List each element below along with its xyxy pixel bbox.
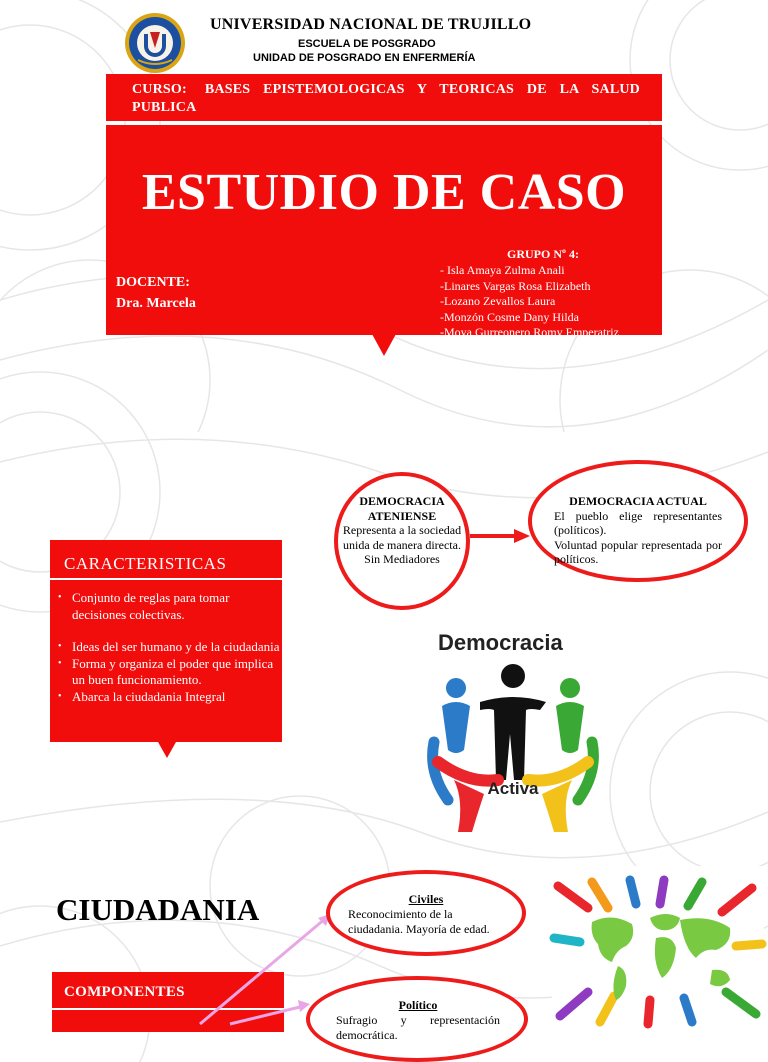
list-item: • Ideas del ser humano y de la ciudadania — [58, 639, 280, 656]
list-item: • Forma y organiza el poder que implica un buen funcionamiento. — [58, 656, 280, 689]
member-item: - Isla Amaya Zulma Anali — [440, 263, 565, 277]
world-hands-illustration — [552, 878, 764, 1024]
current-title: DEMOCRACIA ACTUAL — [569, 494, 707, 508]
slide-title — [0, 0, 768, 420]
list-item: • Abarca la ciudadania Integral — [58, 689, 280, 706]
course-banner — [106, 74, 662, 121]
current-line-2: Voluntad popular representada por políticos. — [554, 537, 722, 566]
university-name: UNIVERSIDAD NACIONAL DE TRUJILLO — [210, 16, 532, 33]
divider — [50, 578, 282, 580]
civil-title: Civiles — [408, 892, 444, 906]
group-label: GRUPO Nº 4: — [507, 247, 579, 261]
callout-pointer — [158, 742, 176, 758]
people-circle-illustration — [428, 662, 598, 837]
title-box — [106, 125, 662, 339]
member-list — [440, 263, 619, 341]
political-body: Sufragio y representación democrática. — [336, 1013, 500, 1042]
member-item: -Monzón Cosme Dany Hilda — [440, 309, 579, 324]
current-democracy-ellipse — [528, 460, 748, 582]
athenian-body: Representa a la sociedad unida de manera directa. Sin Mediadores — [342, 523, 462, 566]
current-line-1: El pueblo elige representantes (políticos). — [554, 508, 722, 537]
civil-component-ellipse — [326, 870, 526, 956]
course-label: CURSO: — [132, 82, 187, 97]
civil-body: Reconocimiento de la ciudadania. Mayoría de edad. — [348, 907, 490, 936]
arrow-right-icon — [470, 528, 530, 544]
slide-main-title: ESTUDIO DE CASO — [141, 164, 627, 221]
athenian-democracy-ellipse — [334, 472, 470, 610]
callout-pointer — [372, 334, 396, 356]
slide-citizenship — [0, 866, 768, 1042]
member-item: -Linares Vargas Rosa Elizabeth — [440, 278, 591, 293]
components-title: COMPONENTES — [64, 984, 185, 1000]
member-item: -Moya Gurreonero Romy Emperatriz — [440, 325, 619, 339]
athenian-title: DEMOCRACIA ATENIENSE — [359, 494, 445, 523]
active-word: Activa — [487, 779, 539, 798]
university-seal-logo — [124, 12, 186, 74]
teacher-label: DOCENTE: — [116, 275, 190, 290]
political-component-ellipse — [306, 976, 528, 1062]
characteristics-title: CARACTERISTICAS — [64, 554, 227, 573]
characteristics-box — [50, 540, 282, 742]
member-item: -Lozano Zevallos Laura — [440, 294, 556, 308]
slide-democracy — [0, 432, 768, 842]
list-item: • Conjunto de reglas para tomar decisiones colectivas. — [58, 590, 280, 623]
characteristics-list — [58, 590, 280, 705]
teacher-name: Dra. Marcela — [116, 296, 196, 311]
democracy-word: Democracia — [438, 630, 563, 655]
school-name: ESCUELA DE POSGRADO — [298, 38, 436, 50]
unit-name: UNIDAD DE POSGRADO EN ENFERMERÍA — [253, 52, 476, 64]
citizenship-title: CIUDADANIA — [56, 892, 260, 927]
course-name: BASES EPISTEMOLOGICAS Y TEORICAS DE LA SALUD PUBLICA — [132, 82, 640, 115]
political-title: Político — [398, 998, 438, 1012]
